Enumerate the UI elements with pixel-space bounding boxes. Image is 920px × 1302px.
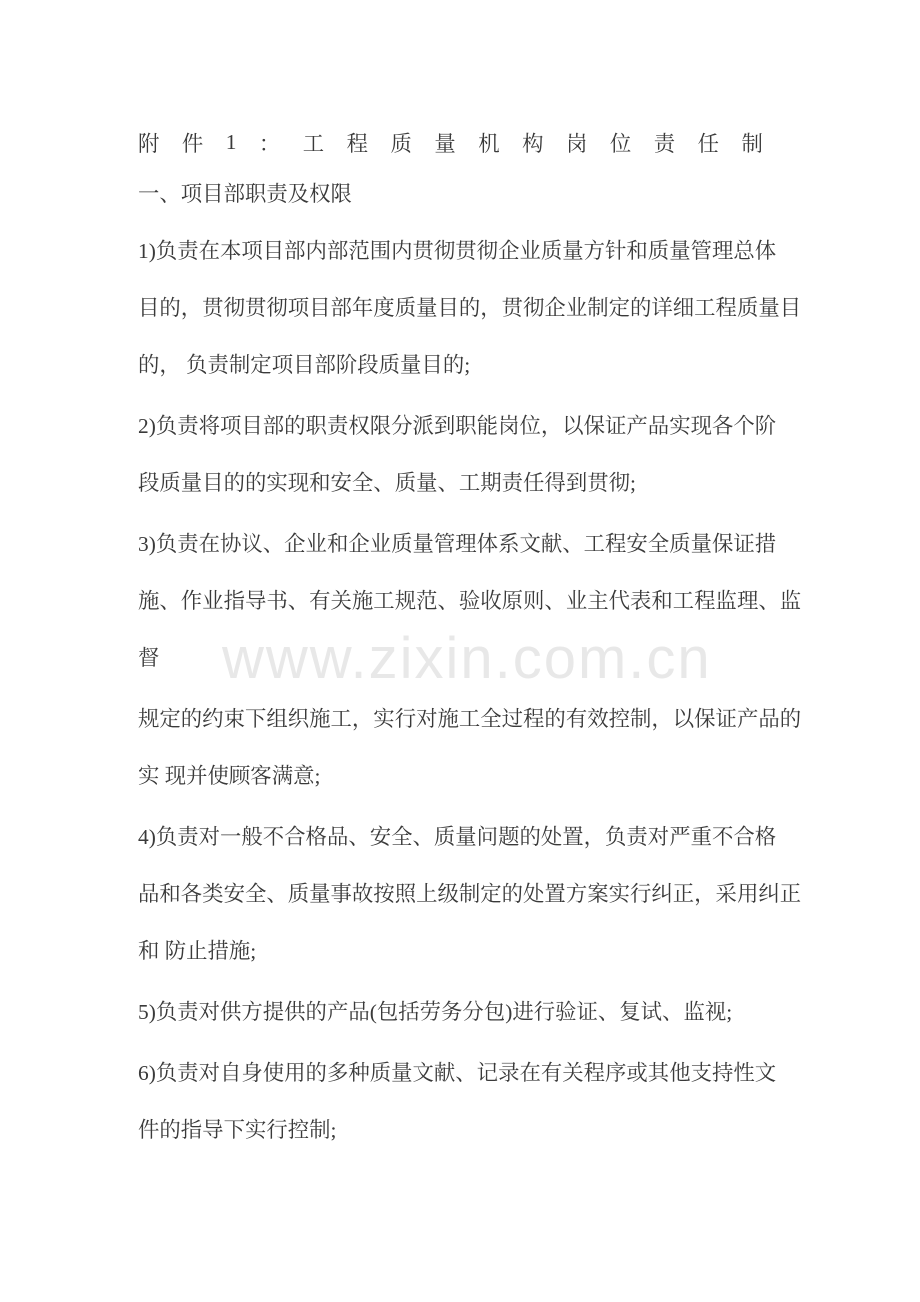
title-char: 机 [478, 132, 500, 156]
document-title [138, 114, 763, 171]
text-line: 实 现并使顾客满意; [138, 764, 321, 788]
title-char: 构 [522, 132, 544, 156]
text-line: 2)负责将项目部的职责权限分派到职能岗位，以保证产品实现各个阶 [138, 414, 777, 438]
title-char: 岗 [566, 132, 588, 156]
text-line: 3)负责在协议、企业和企业质量管理体系文献、工程安全质量保证措 [138, 532, 777, 556]
title-char: 量 [434, 132, 456, 156]
paragraph [138, 1045, 777, 1159]
title-char: 责 [653, 132, 676, 156]
document-content [138, 114, 802, 1163]
title-char: 制 [741, 132, 763, 156]
text-line: 1)负责在本项目部内部范围内贯彻贯彻企业质量方针和质量管理总体 [138, 239, 777, 263]
paragraph [138, 984, 766, 1041]
title-char: 件 [181, 132, 204, 156]
paragraph [138, 223, 802, 394]
title-char: 任 [697, 132, 720, 156]
title-char: 附 [138, 132, 160, 156]
text-line: 的， 负责制定项目部阶段质量目的; [138, 353, 471, 377]
text-line: 6)负责对自身使用的多种质量文献、记录在有关程序或其他支持性文 [138, 1061, 777, 1085]
text-line: 段质量目的的实现和安全、质量、工期责任得到贯彻; [138, 471, 636, 495]
paragraph [138, 809, 802, 980]
text-line: 规定的约束下组织施工，实行对施工全过程的有效控制，以保证产品的 [138, 707, 802, 731]
text-line: 督 [138, 646, 160, 670]
text-line: 施、作业指导书、有关施工规范、验收原则、业主代表和工程监理、监 [138, 589, 802, 613]
paragraph [138, 398, 777, 512]
watermark: www.zixin.com.cn [222, 626, 712, 691]
text-line: 4)负责对一般不合格品、安全、质量问题的处置，负责对严重不合格 [138, 825, 777, 849]
document-body [138, 223, 802, 1159]
title-char: 位 [609, 132, 632, 156]
paragraph [138, 516, 802, 687]
text-line: 品和各类安全、质量事故按照上级制定的处置方案实行纠正，采用纠正 [138, 882, 802, 906]
title-char: ： [258, 132, 281, 156]
title-char: 质 [390, 132, 412, 156]
paragraph [138, 691, 802, 805]
title-char: 程 [346, 132, 369, 156]
text-line: 目的，贯彻贯彻项目部年度质量目的，贯彻企业制定的详细工程质量目 [138, 296, 802, 320]
section-heading: 一、项目部职责及权限 [138, 182, 352, 206]
text-line: 5)负责对供方提供的产品(包括劳务分包)进行验证、复试、监视; [138, 1000, 733, 1024]
text-line: 和 防止措施; [138, 939, 257, 963]
title-char: 1 [225, 130, 237, 154]
text-line: 件的指导下实行控制; [138, 1118, 337, 1142]
title-char: 工 [302, 132, 325, 156]
